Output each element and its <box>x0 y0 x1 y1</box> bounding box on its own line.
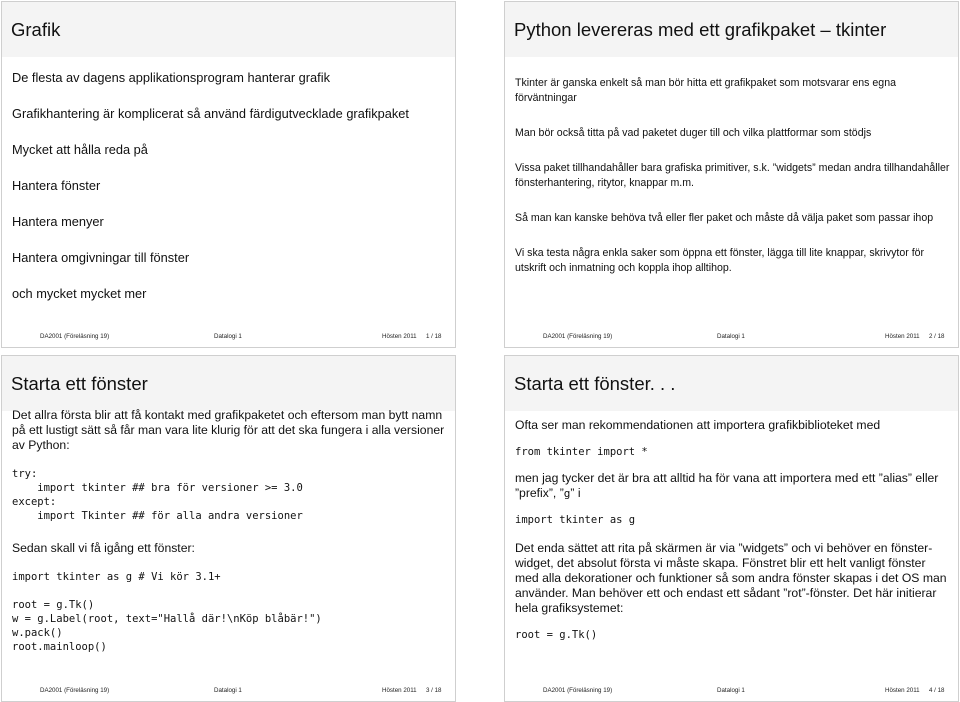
intro-text: Det allra första blir att få kontakt med grafikpaketet och eftersom man bytt namn på ett lustigt sätt så får man vara lite klurig för att det ska fungera i alla versioner av Python: <box>12 408 445 452</box>
mid-text: Sedan skall vi få igång ett fönster: <box>12 541 195 555</box>
slide-body <box>12 408 449 654</box>
footer-course: DA2001 (Föreläsning 19) <box>40 687 110 694</box>
slide-footer <box>2 681 455 701</box>
paragraph: Tkinter är ganska enkelt så man bör hitta ett grafikpaket som motsvarar ens egna förväntningar <box>515 77 896 104</box>
slide-title: Python levereras med ett grafikpaket – tkinter <box>514 19 887 40</box>
code-block: from tkinter import * <box>515 446 648 458</box>
footer-page: 3 / 18 <box>426 687 442 694</box>
bullet-item: Hantera menyer <box>12 214 104 229</box>
slide-1 <box>1 1 456 348</box>
footer-dept: Datalogi 1 <box>214 687 242 694</box>
slide-title: Starta ett fönster <box>11 373 148 394</box>
footer-page: 2 / 18 <box>929 333 945 340</box>
slide-footer <box>505 681 958 701</box>
bullet-item: och mycket mycket mer <box>12 286 147 301</box>
slide-footer <box>505 327 958 347</box>
paragraph-text: men jag tycker det är bra att alltid ha för vana att importera med ett ”alias” eller ”prefix”, ” <box>515 471 939 500</box>
footer-page: 4 / 18 <box>929 687 945 694</box>
footer-page: 1 / 18 <box>426 333 442 340</box>
footer-course: DA2001 (Föreläsning 19) <box>543 687 613 694</box>
bullet-item: Mycket att hålla reda på <box>12 142 148 157</box>
footer-term: Hösten 2011 <box>382 333 417 340</box>
slide-4 <box>504 355 959 702</box>
slide-3 <box>1 355 456 702</box>
paragraph: Vi ska testa några enkla saker som öppna ett fönster, lägga till lite knappar, skrivytor för utskrift och inmatning och koppla ihop alltihop. <box>515 247 925 274</box>
paragraph: Det enda sättet att rita på skärmen är via ”widgets” och vi behöver en fönster-widget, det absolut första vi måste skapa. Fönstret blir ett helt vanligt fönster med alla dekorationer och funktioner så som andra fönster skapas i det OS man använder. Man behöver ett och endast ett sådant ”rot”-fönster. Det här initierar hela grafiksystemet: <box>515 541 947 615</box>
footer-term: Hösten 2011 <box>885 333 920 340</box>
paragraph: Vissa paket tillhandahåller bara grafiska primitiver, s.k. ”widgets” medan andra tillhandahåller fönsterhantering, ritytor, knappar m.m. <box>515 162 950 189</box>
code-block: root = g.Tk() <box>515 629 598 641</box>
paragraph: Så man kan kanske behöva två eller fler paket och måste då välja paket som passar ihop <box>515 212 934 224</box>
footer-term: Hösten 2011 <box>885 687 920 694</box>
inline-code: g <box>563 487 571 500</box>
footer-dept: Datalogi 1 <box>717 687 745 694</box>
slide-title: Starta ett fönster. . . <box>514 373 676 394</box>
paragraph: Man bör också titta på vad paketet duger till och vilka plattformar som stödjs <box>515 127 872 139</box>
bullet-item: Hantera fönster <box>12 178 101 193</box>
bullet-list <box>12 70 449 322</box>
slide-footer <box>2 327 455 347</box>
footer-dept: Datalogi 1 <box>717 333 745 340</box>
footer-dept: Datalogi 1 <box>214 333 242 340</box>
bullet-item: De flesta av dagens applikationsprogram hanterar grafik <box>12 70 330 85</box>
slide-2 <box>504 1 959 348</box>
slide-title: Grafik <box>11 19 61 40</box>
paragraph: Ofta ser man rekommendationen att importera grafikbiblioteket med <box>515 418 881 432</box>
footer-term: Hösten 2011 <box>382 687 417 694</box>
code-block: import tkinter as g # Vi kör 3.1+ root = g.Tk() w = g.Label(root, text="Hallå där!\nKöp blåbär!") w.pack() root.mainloop() <box>12 571 322 653</box>
paragraph <box>515 471 952 501</box>
paragraph-list <box>515 76 952 296</box>
code-block: import tkinter as g <box>515 514 636 526</box>
title-band <box>2 2 455 57</box>
code-block: try: import tkinter ## bra för versioner >= 3.0 except: import Tkinter ## för alla andra versioner <box>12 468 303 522</box>
bullet-item: Hantera omgivningar till fönster <box>12 250 190 265</box>
footer-course: DA2001 (Föreläsning 19) <box>543 333 613 340</box>
bullet-item: Grafikhantering är komplicerat så använd färdigutvecklade grafikpaket <box>12 106 409 121</box>
slide-body <box>515 418 952 642</box>
footer-course: DA2001 (Föreläsning 19) <box>40 333 110 340</box>
paragraph-text: ” i <box>570 486 581 500</box>
